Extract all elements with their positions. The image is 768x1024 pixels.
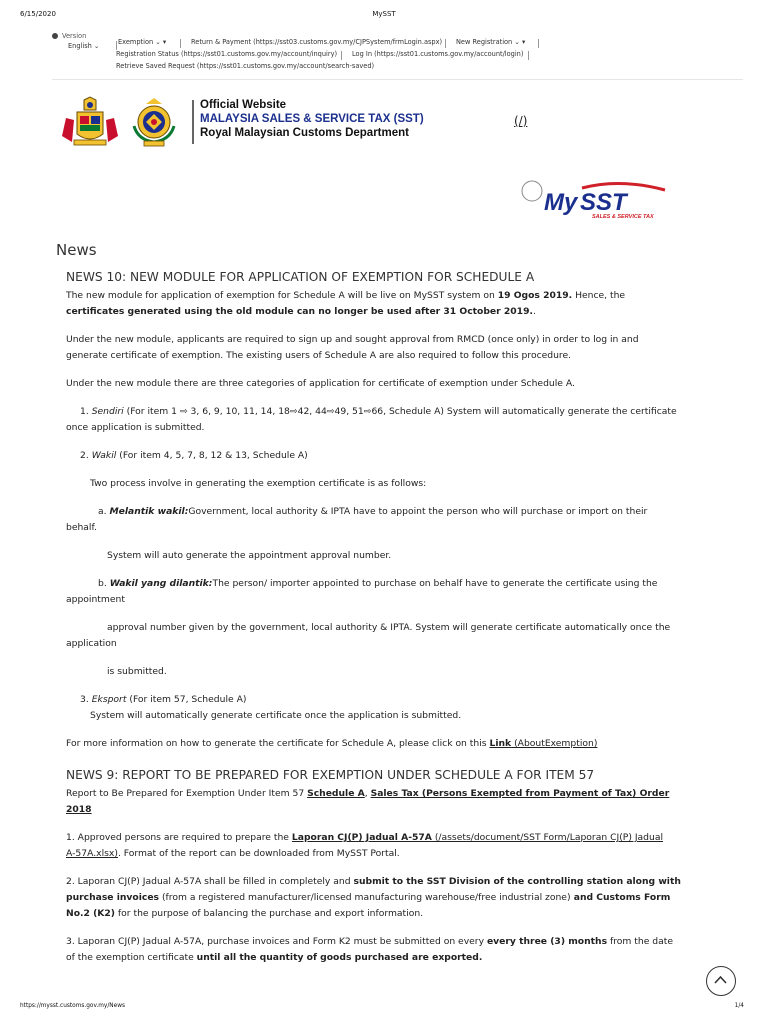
- nav-login[interactable]: Log In (https://sst01.customs.gov.my/account/login): [352, 50, 524, 58]
- sub-item-wakil-dilantik: b. Wakil yang dilantik:The person/ importer appointed to purchase on behalf have to generate the certificate using the: [98, 578, 658, 589]
- laporan-report-link[interactable]: Laporan CJ(P) Jadual A-57A: [291, 832, 432, 843]
- news-9-subtitle: Report to Be Prepared for Exemption Under Item 57 Schedule A, Sales Tax (Persons Exempted from Payment of Tax) Order: [66, 788, 670, 799]
- news-10-para2-line2: generate certificate of exemption. The existing users of Schedule A are also required to follow this procedure.: [66, 350, 572, 361]
- brand-line-official: Official Website: [200, 99, 287, 111]
- language-select[interactable]: [68, 42, 99, 50]
- sub-item-melantik: a. Melantik wakil:Government, local authority & IPTA have to appoint the person who will purchase or import on their: [98, 506, 648, 517]
- version-label: Version: [62, 32, 87, 40]
- about-exemption-url[interactable]: (AboutExemption): [511, 738, 598, 749]
- chevron-up-icon: [707, 967, 734, 994]
- brand-text: [200, 98, 424, 140]
- malaysia-coat-of-arms-logo: [60, 96, 120, 148]
- news-9-point3: 3. Laporan CJ(P) Jadual A-57A, purchase invoices and Form K2 must be submitted on every every three (3) months from the date: [66, 936, 673, 947]
- brand-line-customs: Royal Malaysian Customs Department: [200, 127, 409, 139]
- nav-divider: [180, 39, 181, 48]
- nav-divider: [528, 51, 529, 60]
- nav-return-payment[interactable]: Return & Payment (https://sst03.customs.gov.my/CJPSystem/frmLogin.aspx): [191, 38, 443, 46]
- nav-new-registration[interactable]: New Registration ⌄ ▾: [456, 38, 526, 46]
- nav-divider: [445, 39, 446, 48]
- sub-item-wakil-dilantik-line5: is submitted.: [107, 666, 167, 677]
- list-item-sendiri-line2: once application is submitted.: [66, 422, 205, 433]
- customs-department-logo: [124, 96, 184, 148]
- sales-tax-order-link-year[interactable]: 2018: [66, 804, 92, 815]
- news-9-point2: 2. Laporan CJ(P) Jadual A-57A shall be filled in completely and submit to the SST Division of the controlling station along with: [66, 876, 681, 887]
- top-navigation: [52, 30, 742, 80]
- mysst-logo-tagline: SALES & SERVICE TAX: [592, 214, 654, 220]
- caret-down-icon: ▾: [522, 38, 526, 46]
- about-exemption-link[interactable]: Link: [489, 738, 512, 749]
- news-9-point3-line2: of the exemption certificate until all the quantity of goods purchased are exported.: [66, 952, 483, 963]
- news-9-point2-line2: purchase invoices (from a registered manufacturer/licensed manufacturing warehouse/free industrial zone) and Customs Form: [66, 892, 671, 903]
- news-9-point2-line3: No.2 (K2) for the purpose of balancing the purchase and export information.: [66, 908, 424, 919]
- nav-exemption[interactable]: Exemption ⌄ ▾: [118, 38, 167, 46]
- laporan-report-url[interactable]: (/assets/document/SST Form/Laporan CJ(P) Jadual: [431, 832, 664, 843]
- print-footer: [20, 1003, 748, 1013]
- list-item-wakil: 2. Wakil (For item 4, 5, 7, 8, 12 & 13, Schedule A): [80, 450, 308, 461]
- divider: [52, 79, 743, 80]
- radio-icon: [52, 33, 58, 39]
- news-10-para3: Under the new module there are three categories of application for certificate of exemption under Schedule A.: [66, 378, 575, 389]
- nav-divider: [538, 39, 539, 48]
- print-date: 6/15/2020: [20, 10, 56, 18]
- mysst-logo-sst: SST: [580, 189, 627, 216]
- list-item-sendiri: 1. Sendiri (For item 1 ⇨ 3, 6, 9, 10, 11, 14, 18⇨42, 44⇨49, 51⇨66, Schedule A) System will automatically generate the certificate: [80, 406, 677, 417]
- sub-item-melantik-system: System will auto generate the appointment approval number.: [107, 550, 392, 561]
- print-title: MySST: [372, 10, 396, 18]
- site-header: [60, 96, 660, 150]
- version-selector[interactable]: [52, 32, 86, 40]
- nav-registration-status[interactable]: Registration Status (https://sst01.customs.gov.my/account/inquiry): [116, 50, 338, 58]
- caret-down-icon: ▾: [162, 38, 167, 46]
- brand-line-sst: MALAYSIA SALES & SERVICE TAX (SST): [200, 113, 424, 125]
- news-10-intro-line2: certificates generated using the old module can no longer be used after 31 October 2019..: [66, 306, 536, 317]
- two-process-text: Two process involve in generating the exemption certificate is as follows:: [90, 478, 427, 489]
- sub-item-wakil-dilantik-line3: approval number given by the government, local authority & IPTA. System will generate certificate automatically once the: [107, 622, 671, 633]
- back-to-top-button[interactable]: [706, 966, 736, 996]
- news-9-point1-line2: A-57A.xlsx). Format of the report can be downloaded from MySST Portal.: [66, 848, 400, 859]
- schedule-a-link[interactable]: Schedule A: [307, 788, 365, 799]
- list-item-eksport-line2: System will automatically generate certificate once the application is submitted.: [90, 710, 462, 721]
- sub-item-melantik-line2: behalf.: [66, 522, 97, 533]
- nav-divider: [116, 41, 117, 50]
- nav-divider: [341, 51, 342, 60]
- home-link[interactable]: (/): [514, 114, 528, 128]
- main-content: [56, 242, 706, 966]
- news-10-intro: The new module for application of exemption for Schedule A will be live on MySST system on 19 Ogos 2019. Hence, the: [66, 290, 626, 301]
- news-10-para2: Under the new module, applicants are required to sign up and sought approval from RMCD (once only) in order to log in and: [66, 334, 639, 345]
- mysst-logo[interactable]: [520, 180, 670, 220]
- list-item-eksport: 3. Eksport (For item 57, Schedule A): [80, 694, 247, 705]
- chevron-down-icon: ⌄: [93, 42, 100, 50]
- sub-item-wakil-dilantik-line2: appointment: [66, 594, 125, 605]
- sales-tax-order-link[interactable]: Sales Tax (Persons Exempted from Payment of Tax) Order: [370, 788, 670, 799]
- nav-retrieve-saved[interactable]: Retrieve Saved Request (https://sst01.customs.gov.my/account/search-saved): [116, 62, 375, 70]
- news-9-title: NEWS 9: REPORT TO BE PREPARED FOR EXEMPTION UNDER SCHEDULE A FOR ITEM 57: [66, 768, 595, 782]
- news-10-title: NEWS 10: NEW MODULE FOR APPLICATION OF EXEMPTION FOR SCHEDULE A: [66, 270, 535, 284]
- print-url: https://mysst.customs.gov.my/News: [20, 1003, 125, 1009]
- chevron-down-icon: ⌄: [155, 38, 161, 46]
- print-header: [20, 10, 748, 22]
- mysst-logo-my: My: [544, 189, 578, 216]
- sub-item-wakil-dilantik-line4: application: [66, 638, 117, 649]
- language-value: English: [68, 42, 92, 50]
- page-title: News: [56, 241, 97, 259]
- print-page-number: 1/4: [734, 1003, 744, 1009]
- news-9-point1: 1. Approved persons are required to prepare the Laporan CJ(P) Jadual A-57A (/assets/document/SST Form/Laporan CJ(P) Jadual: [66, 832, 664, 843]
- news-10-more-info: For more information on how to generate the certificate for Schedule A, please click on this Link (AboutExemption): [66, 738, 598, 749]
- laporan-report-url-end[interactable]: A-57A.xlsx): [66, 848, 118, 859]
- news-9-subtitle-line2: [66, 802, 706, 818]
- chevron-down-icon: ⌄: [514, 38, 520, 46]
- brand-divider: [192, 100, 194, 144]
